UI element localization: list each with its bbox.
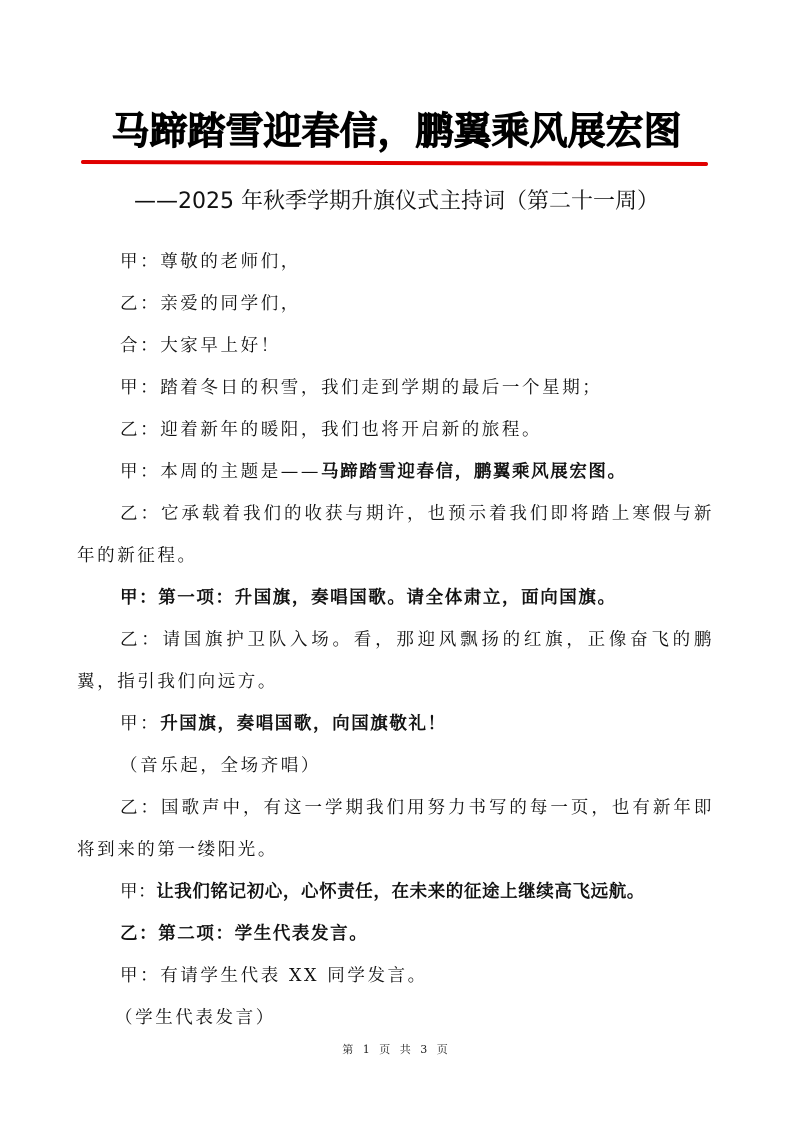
speaker-label: 甲： xyxy=(120,966,161,986)
speaker-label: 甲： xyxy=(120,588,159,608)
paragraph-text: 踏着冬日的积雪，我们走到学期的最后一个星期； xyxy=(160,378,603,398)
paragraph-text: 请国旗护卫队入场。看，那迎风飘扬的红旗，正像奋飞的鹏翼，指引我们向远方。 xyxy=(77,630,714,692)
paragraph-text: 迎着新年的暖阳，我们也将开启新的旅程。 xyxy=(160,420,543,440)
speaker-label: 甲： xyxy=(120,462,161,482)
speaker-label: 甲： xyxy=(120,714,161,734)
paragraph xyxy=(77,283,714,325)
document-subtitle: ——2025 年秋季学期升旗仪式主持词（第二十一周） xyxy=(134,189,659,214)
paragraph-text: 第一项：升国旗，奏唱国歌。请全体肃立，面向国旗。 xyxy=(158,588,617,608)
speaker-label: 乙： xyxy=(120,924,159,944)
page-footer: 第 1 页 共 3 页 xyxy=(342,1043,451,1056)
title-divider-line xyxy=(81,160,708,166)
paragraph xyxy=(77,619,714,703)
paragraph-text: 亲爱的同学们， xyxy=(160,294,301,314)
paragraph xyxy=(77,451,714,493)
paragraph xyxy=(77,745,714,787)
paragraph-text: 让我们铭记初心，心怀责任，在未来的征途上继续高飞远航。 xyxy=(156,882,645,902)
speaker-label: 乙： xyxy=(120,630,163,650)
paragraph xyxy=(77,955,714,997)
paragraph xyxy=(77,871,714,913)
paragraph xyxy=(77,913,714,955)
paragraph xyxy=(77,241,714,283)
paragraph-text: （音乐起，全场齐唱） xyxy=(120,756,321,776)
speaker-label: 甲： xyxy=(120,252,161,272)
paragraph-text: 有请学生代表 XX 同学发言。 xyxy=(160,966,428,986)
paragraph-text: 尊敬的老师们， xyxy=(160,252,301,272)
speaker-label: 甲： xyxy=(120,378,161,398)
paragraph-text: 国歌声中，有这一学期我们用努力书写的每一页，也有新年即将到来的第一缕阳光。 xyxy=(77,798,714,860)
paragraph xyxy=(77,997,714,1039)
paragraph-text: 它承载着我们的收获与期许，也预示着我们即将踏上寒假与新年的新征程。 xyxy=(77,504,714,566)
theme-text: 马蹄踏雪迎春信，鹏翼乘风展宏图。 xyxy=(321,462,627,482)
paragraph xyxy=(77,577,714,619)
speaker-label: 乙： xyxy=(120,420,161,440)
paragraph-text: 第二项：学生代表发言。 xyxy=(158,924,369,944)
paragraph xyxy=(77,493,714,577)
paragraph-text: 大家早上好！ xyxy=(160,336,281,356)
speaker-label: 合： xyxy=(120,336,161,356)
paragraph xyxy=(77,325,714,367)
speaker-label: 乙： xyxy=(120,294,161,314)
paragraph xyxy=(77,787,714,871)
paragraph-text: （学生代表发言） xyxy=(115,1008,276,1028)
paragraph-text: 升国旗，奏唱国歌，向国旗敬礼！ xyxy=(160,714,447,734)
document-title: 马蹄踏雪迎春信，鹏翼乘风展宏图 xyxy=(111,109,682,153)
speaker-label: 乙： xyxy=(120,798,161,818)
paragraph xyxy=(77,703,714,745)
paragraph xyxy=(77,409,714,451)
document-body xyxy=(77,241,714,1039)
speaker-label: 乙： xyxy=(120,504,161,524)
paragraph-text: 本周的主题是—— xyxy=(160,462,322,482)
paragraph xyxy=(77,367,714,409)
speaker-label: 甲： xyxy=(120,882,157,902)
